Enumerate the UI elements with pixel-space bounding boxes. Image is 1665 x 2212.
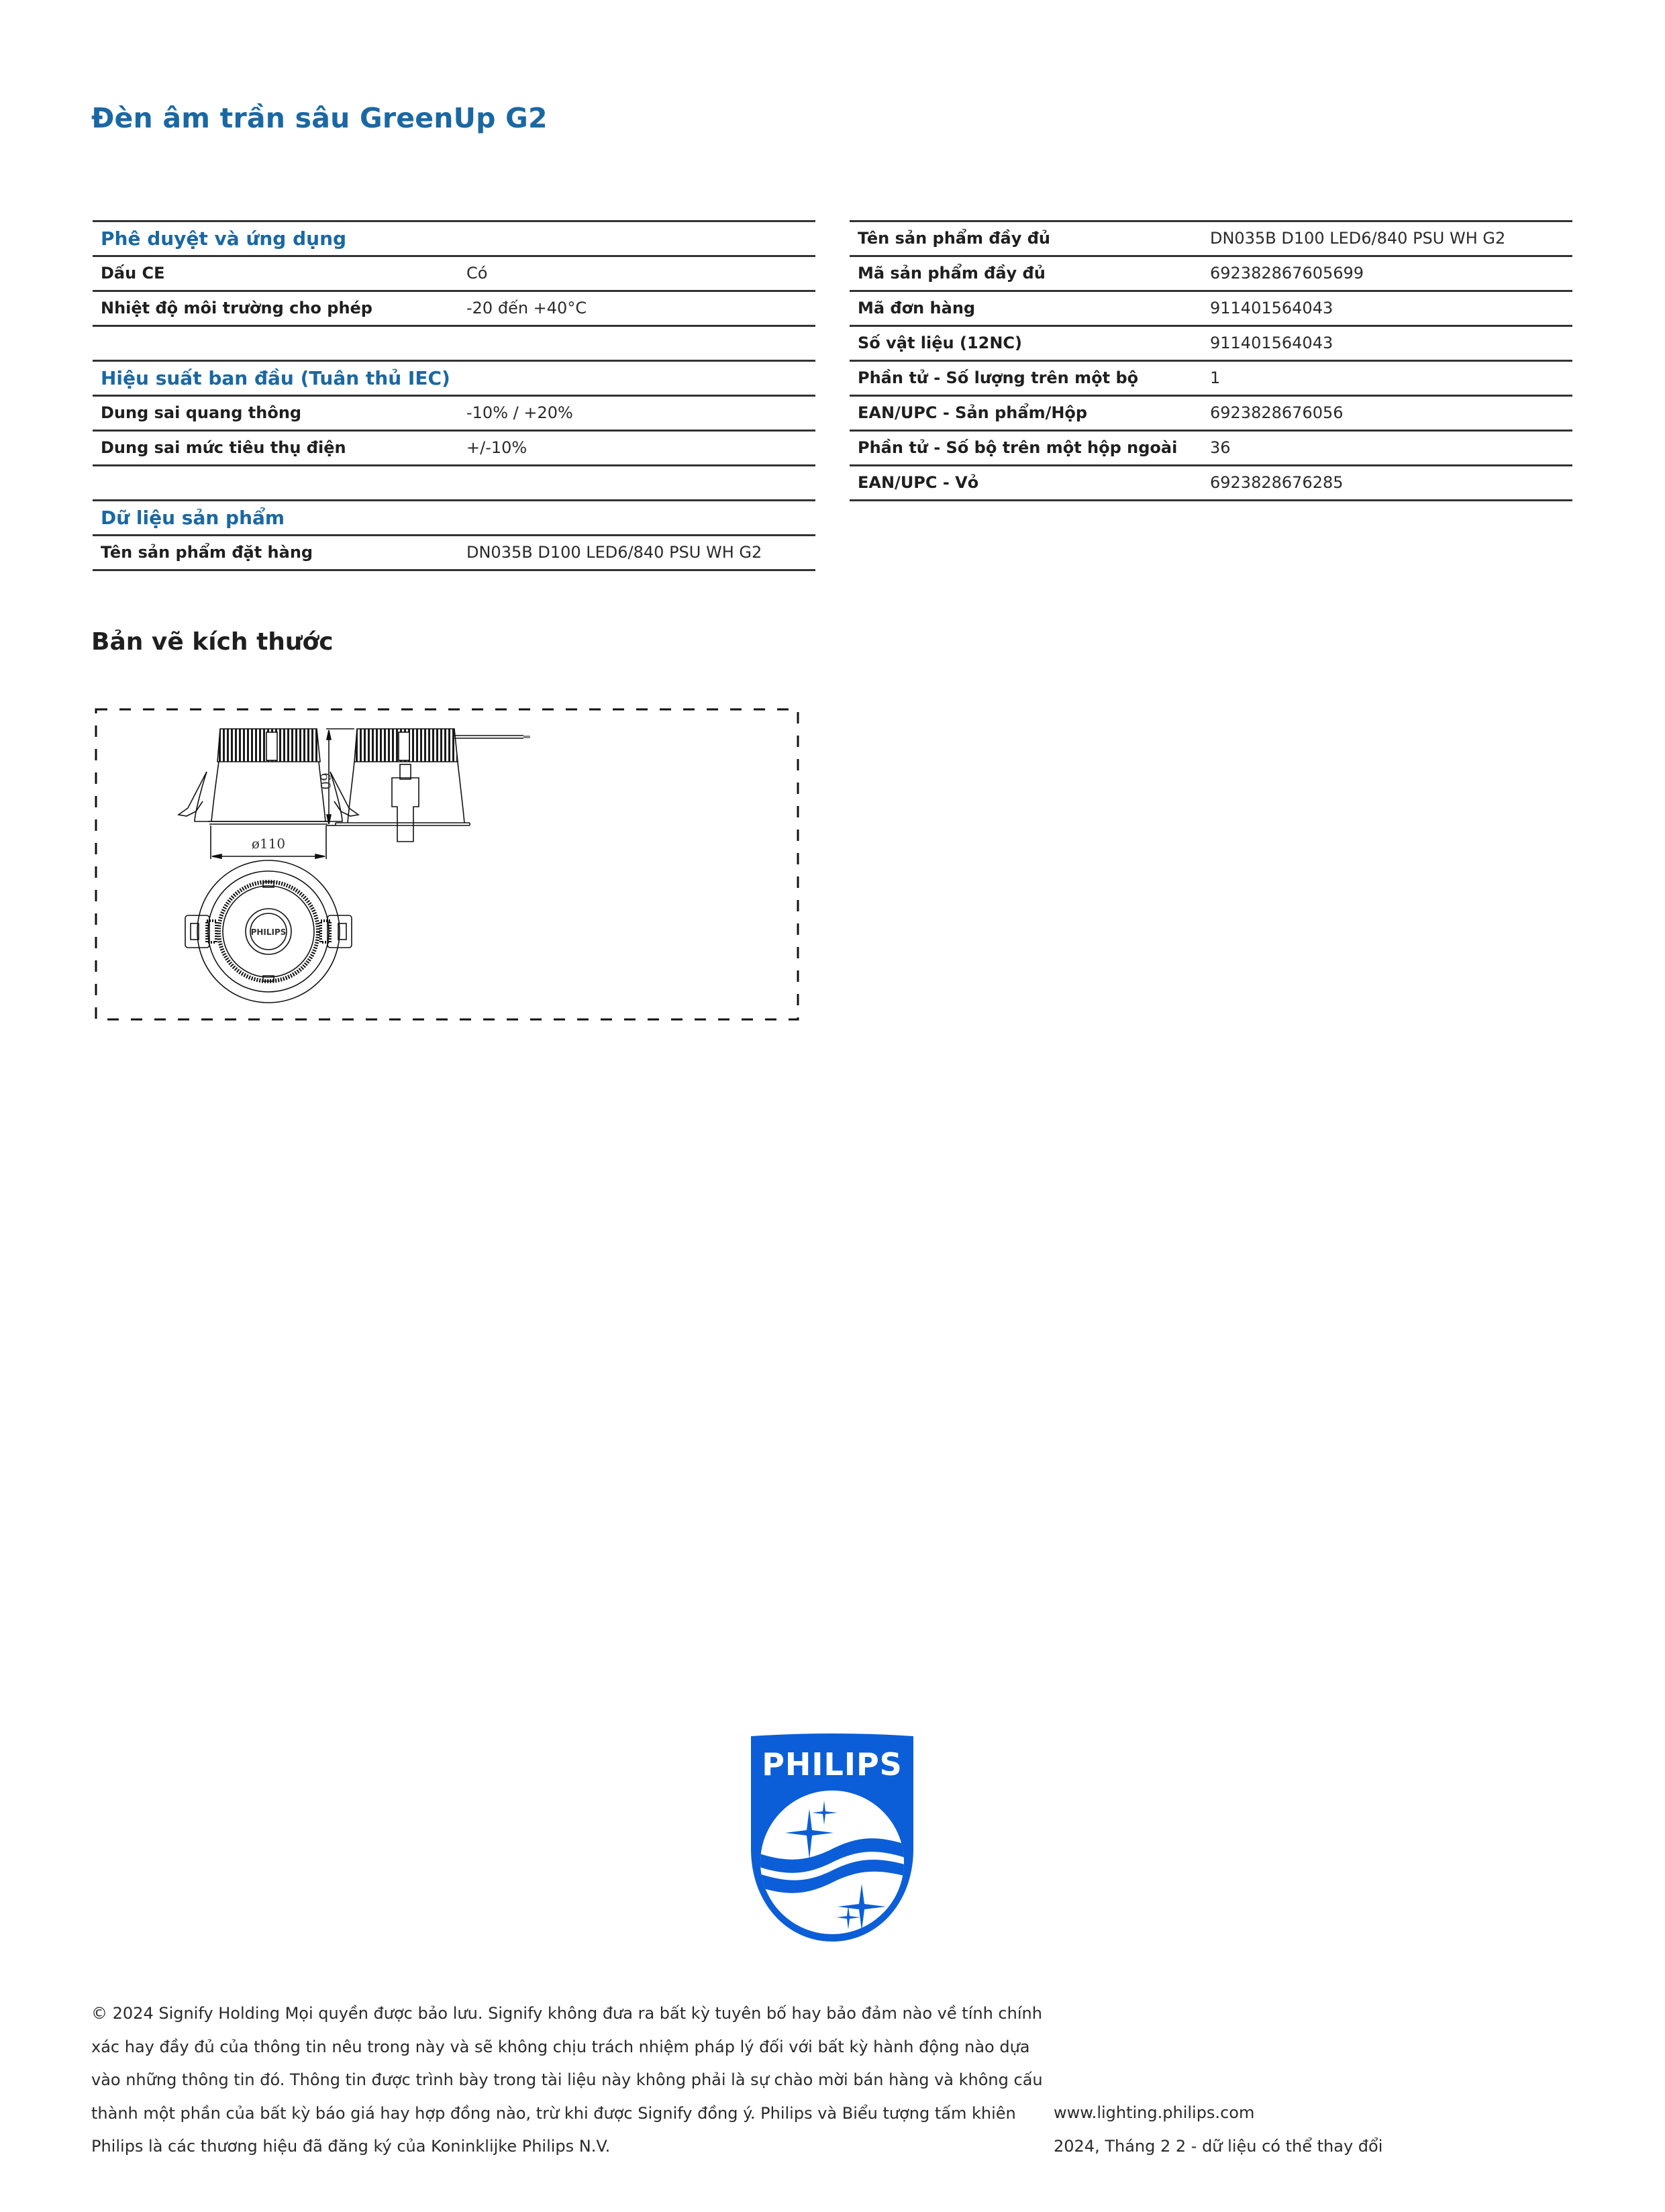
table-row	[93, 534, 815, 571]
row-label: Phần tử - Số lượng trên một bộ	[858, 368, 1139, 387]
philips-logo	[745, 1728, 919, 1946]
section-header-row	[93, 499, 815, 534]
table-row	[93, 290, 815, 325]
table-row	[850, 395, 1572, 430]
table-row	[850, 360, 1572, 395]
row-value: 692382867605699	[1210, 264, 1364, 283]
website-link[interactable]: www.lighting.philips.com	[1054, 2103, 1255, 2122]
table-row	[850, 220, 1572, 255]
row-value: +/-10%	[466, 438, 527, 457]
row-label: Tên sản phẩm đầy đủ	[858, 229, 1050, 248]
drawing-section-title: Bản vẽ kích thước	[91, 628, 334, 656]
row-label: EAN/UPC - Vỏ	[858, 473, 979, 492]
row-label: Mã đơn hàng	[858, 299, 976, 317]
table-row	[93, 395, 815, 430]
row-value: 6923828676056	[1210, 403, 1344, 422]
row-label: Dung sai mức tiêu thụ điện	[101, 438, 346, 457]
dimension-drawing-svg	[94, 707, 800, 1021]
diameter-label: ø110	[251, 836, 286, 852]
row-value: -10% / +20%	[466, 403, 573, 422]
row-label: EAN/UPC - Sản phẩm/Hộp	[858, 403, 1088, 422]
table-row	[850, 325, 1572, 360]
table-row	[93, 255, 815, 290]
front-view	[179, 729, 358, 859]
row-label: Dấu CE	[101, 264, 165, 283]
footer-disclaimer	[91, 1997, 1043, 2164]
spec-table-right	[850, 220, 1572, 501]
spacer-row	[93, 464, 815, 499]
top-view	[185, 860, 352, 1003]
side-view	[317, 729, 530, 842]
row-value: 1	[1210, 368, 1221, 387]
spacer-row	[93, 325, 815, 360]
section-header-product-data: Dữ liệu sản phẩm	[101, 507, 285, 529]
dimension-drawing	[94, 707, 800, 1021]
disclaimer-line: Philips là các thương hiệu đã đăng ký của Koninklijke Philips N.V.	[91, 2137, 611, 2156]
row-value: 911401564043	[1210, 334, 1333, 352]
section-header-approvals: Phê duyệt và ứng dụng	[101, 228, 347, 250]
row-value: Có	[466, 264, 488, 283]
row-label: Số vật liệu (12NC)	[858, 334, 1023, 352]
row-value: 911401564043	[1210, 299, 1333, 317]
table-row	[850, 290, 1572, 325]
page-title: Đèn âm trần sâu GreenUp G2	[91, 102, 548, 134]
disclaimer-line: xác hay đầy đủ của thông tin nêu trong này và sẽ không chịu trách nhiệm pháp lý đối với bất kỳ hành động nào dựa	[91, 2037, 1030, 2056]
date-note: 2024, Tháng 2 2 - dữ liệu có thể thay đổi	[1054, 2136, 1383, 2156]
row-value: 36	[1210, 438, 1231, 457]
row-label: Phần tử - Số bộ trên một hộp ngoài	[858, 438, 1178, 457]
row-value: DN035B D100 LED6/840 PSU WH G2	[466, 543, 762, 562]
row-label: Dung sai quang thông	[101, 403, 302, 422]
row-label: Tên sản phẩm đặt hàng	[101, 543, 313, 562]
disclaimer-line: © 2024 Signify Holding Mọi quyền được bảo lưu. Signify không đưa ra bất kỳ tuyên bố hay bảo đảm nào về tính chính	[91, 2004, 1042, 2023]
row-value: DN035B D100 LED6/840 PSU WH G2	[1210, 229, 1506, 248]
disclaimer-line: thành một phần của bất kỳ báo giá hay hợp đồng nào, trừ khi được Signify đồng ý. Philips và Biểu tượng tấm khiên	[91, 2103, 1016, 2123]
section-header-row	[93, 360, 815, 395]
row-value: 6923828676285	[1210, 473, 1344, 492]
table-row	[850, 464, 1572, 501]
spec-table-left	[93, 220, 815, 571]
table-row	[93, 430, 815, 464]
table-row	[850, 255, 1572, 290]
row-label: Mã sản phẩm đầy đủ	[858, 264, 1046, 283]
logo-brand-text: PHILIPS	[762, 1746, 903, 1782]
row-label: Nhiệt độ môi trường cho phép	[101, 299, 372, 317]
disclaimer-line: vào những thông tin đó. Thông tin được trình bày trong tài liệu này không phải là sự chào mời bán hàng và không cấu	[91, 2070, 1043, 2089]
section-header-row	[93, 220, 815, 255]
top-view-logo-text: PHILIPS	[250, 927, 287, 937]
philips-shield-icon	[745, 1728, 919, 1946]
section-header-performance: Hiệu suất ban đầu (Tuân thủ IEC)	[101, 367, 450, 389]
row-value: -20 đến +40°C	[466, 299, 587, 317]
table-row	[850, 430, 1572, 464]
height-label: 60	[317, 772, 334, 790]
footer-info	[1054, 2097, 1382, 2163]
